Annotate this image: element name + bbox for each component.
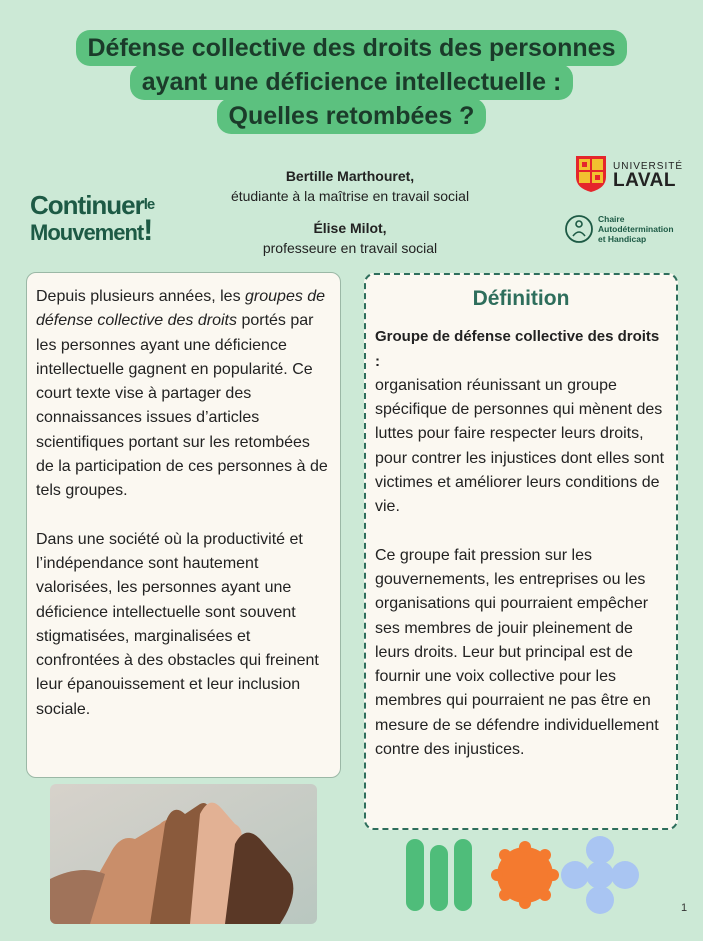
- logo-exclamation: !: [143, 214, 153, 247]
- author-1-name: Bertille Marthouret,: [285, 168, 415, 184]
- raised-hands-photo: [50, 784, 317, 924]
- intro-p1-italic: groupes de défense collective des droits: [36, 288, 326, 330]
- definition-text-1: organisation réunissant un groupe spécifique de personnes qui mènent des luttes pour faire respecter leurs droits, pour contrer les injustices dont elles sont victimes et améliorer leurs conditions de vie.: [375, 376, 665, 516]
- definition-box: [364, 273, 678, 830]
- definition-term: Groupe de défense collective des droits :: [375, 328, 660, 370]
- ul-big-text: LAVAL: [613, 170, 677, 191]
- green-wave-shape: [406, 839, 472, 911]
- chaire-line-3: et Handicap: [598, 234, 647, 244]
- author-2-role: professeure en travail social: [262, 240, 438, 256]
- author-2: [200, 218, 500, 258]
- chaire-line-2: Autodétermination: [598, 224, 674, 234]
- definition-text-2: Ce groupe fait pression sur les gouvernements, les entreprises ou les organisations qui pourraient empêcher ses membres de jouir pleinement de leurs droits. Leur but principal est de fournir une voix collective pour les membres qui pourraient ne pas être en mesure de se défendre individuellement contre des injustices.: [375, 546, 659, 759]
- title-line-2: ayant une déficience intellectuelle :: [130, 64, 574, 100]
- ul-small-text: UNIVERSITÉ: [613, 161, 684, 172]
- chaire-logo: [564, 214, 674, 244]
- logo-word-continuer: Continuer: [30, 190, 144, 220]
- logo-word-mouvement: Mouvement: [30, 220, 144, 245]
- page-title: [0, 30, 703, 134]
- author-2-name: Élise Milot,: [313, 220, 387, 236]
- person-circle-icon: [564, 214, 594, 244]
- intro-text-box: [26, 272, 341, 778]
- shield-icon: [575, 155, 607, 193]
- intro-paragraph-2: Dans une société où la productivité et l’indépendance sont hautement valorisées, les personnes ayant une déficience intellectuelle sont souvent stigmatisées, marginalisées et confrontées à des obstacles qui freinent leur épanouissement et leur inclusion sociale.: [36, 530, 319, 718]
- universite-laval-logo: [575, 155, 683, 193]
- intro-paragraph-1: [36, 285, 330, 504]
- intro-p1-start: Depuis plusieurs années, les: [36, 288, 246, 305]
- logo-word-le: le: [143, 196, 155, 213]
- page-number: 1: [681, 902, 688, 914]
- intro-p1-end: portés par les personnes ayant une déficience intellectuelle gagnent en popularité. Ce court texte vise à partager des connaissances issues d’articles scientifiques portant sur les retombées de la participation de ces personnes à de tels groupes.: [36, 312, 328, 500]
- author-1: [200, 166, 500, 206]
- definition-heading: Définition: [472, 287, 570, 310]
- blue-cross-shape: [561, 836, 639, 914]
- chaire-line-1: Chaire: [598, 214, 625, 224]
- author-1-role: étudiante à la maîtrise en travail social: [230, 188, 470, 204]
- title-line-1: Défense collective des droits des personnes: [76, 30, 628, 66]
- orange-flower-shape: [491, 841, 559, 909]
- decorative-shapes: [400, 835, 640, 920]
- title-line-3: Quelles retombées ?: [217, 98, 487, 134]
- continuer-le-mouvement-logo: [30, 192, 154, 246]
